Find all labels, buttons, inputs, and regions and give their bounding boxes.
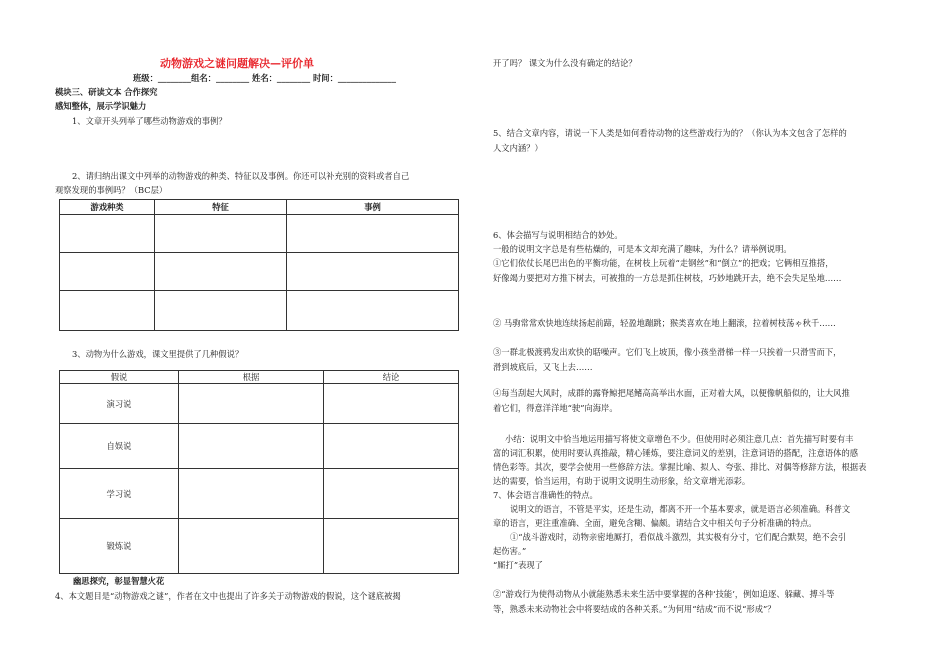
question-7-example1-line1: ①“战斗游戏时，动物亲密地厮打，看似战斗激烈，其实极有分寸，它们配合默契，绝不会引 (510, 532, 847, 542)
summary-line4: 达的需要，恰当运用，有助于说明文说明生动形象，给文章增光添彩。 (493, 476, 751, 486)
page-title: 动物游戏之谜问题解决—评价单 (160, 57, 314, 70)
summary-line1: 小结：说明文中恰当地运用描写将使文章增色不少。但使用时必须注意几点：首先描写时要有丰 (505, 434, 854, 444)
summary-line3: 情色彩等。其次，要学会使用一些修辞方法。掌握比喻、拟人、夸张、排比、对偶等修辞方法，根据表 (493, 462, 867, 472)
example-1-line2: 好像竭力要把对方推下树去，可被推的一方总是抓住树枝，巧妙地跳开去，绝不会失足坠地…… (493, 273, 842, 283)
question-7-title: 7、体会语言准确性的特点。 (493, 490, 598, 500)
hypothesis-label: 学习说 (60, 469, 179, 519)
example-4-line2: 着它们，得意洋洋地“驶”向海岸。 (493, 403, 618, 413)
example-2: ② 马驹常常欢快地连续扬起前蹄，轻盈地蹦跳；猴类喜欢在地上翻滚，拉着树枝荡ゃ秋千…… (493, 318, 836, 328)
table-row (60, 424, 459, 469)
question-4: 4、本文题目是“动物游戏之谜”，作者在文中也提出了许多关于动物游戏的假说，这个谜底被揭 (55, 591, 401, 601)
table-row (60, 215, 459, 253)
class-info-line: 班级：________组名：________ 姓名：________ 时间：______________ (133, 73, 396, 83)
table2-header-basis: 根据 (179, 371, 324, 384)
question-1: 1、文章开头列举了哪些动物游戏的事例？ (72, 116, 227, 126)
question-2-line2: 观察发现的事例吗？（BC层） (55, 185, 168, 195)
hypothesis-table (59, 370, 459, 574)
question-3: 3、动物为什么游戏，课文里提供了几种假说？ (72, 349, 244, 359)
question-7-line1: 说明文的语言，不管是平实，还是生动，都离不开一个基本要求，就是语言必须准确。科普文 (510, 504, 851, 514)
hypothesis-label: 自娱说 (60, 424, 179, 469)
table1-header-example: 事例 (287, 200, 459, 215)
example-3-line2: 滑到坡底后，又飞上去…… (493, 362, 593, 372)
section-heading-2: 幽思探究，彰显智慧火花 (73, 576, 165, 586)
question-4-continued: 开了吗？ 课文为什么没有确定的结论？ (493, 58, 637, 68)
question-7-example1-line2: 起伤害。” (493, 546, 527, 556)
table-row (60, 469, 459, 519)
hypothesis-label: 锻炼说 (60, 519, 179, 574)
question-7-example1-line3: “厮打”表现了 (493, 560, 543, 570)
example-4-line1: ④每当刮起大风时，成群的露脊鲸把尾鳍高高举出水面，正对着大风，以便像帆船似的，让大风推 (493, 388, 850, 398)
question-7-example2-line1: ②“游戏行为使得动物从小就能熟悉未来生活中要掌握的各种‘技能’，例如追逐、躲藏、搏斗等 (493, 589, 835, 599)
table-row (60, 519, 459, 574)
summary-line2: 富的词汇积累，使用时要认真推敲，精心锤炼，要注意词义的差别，注意词语的搭配，注意语体的感 (493, 448, 859, 458)
table1-header-feature: 特征 (155, 200, 287, 215)
question-6-intro: 一般的说明文字总是有些枯燥的，可是本文却充满了趣味，为什么？请举例说明。 (493, 244, 792, 254)
table-row (60, 291, 459, 331)
question-6-title: 6、体会描写与说明相结合的妙处。 (493, 230, 623, 240)
question-7-line2: 章的语言，更注重准确、全面，避免含糊、偏颇。请结合文中相关句子分析准确的特点。 (493, 518, 817, 528)
section-heading-1: 感知整体，展示学识魅力 (55, 101, 147, 111)
example-1-line1: ①它们依仗长尾巴出色的平衡功能，在树枝上玩着“走钢丝”和“倒立”的把戏；它俩相互推搭， (493, 258, 834, 268)
hypothesis-label: 演习说 (60, 384, 179, 424)
table-row (60, 253, 459, 291)
table-row (60, 384, 459, 424)
table1-header-type: 游戏种类 (60, 200, 155, 215)
example-3-line1: ③一群北极渡鸦发出欢快的聒噪声。它们飞上坡顶，像小孩坐滑梯一样一只挨着一只滑雪而下， (493, 347, 842, 357)
question-2-line1: 2、请归纳出课文中列举的动物游戏的种类、特征以及事例。你还可以补充别的资料或者自己 (72, 171, 410, 181)
question-5-line2: 人文内涵？） (493, 143, 543, 153)
question-5-line1: 5、结合文章内容，请说一下人类是如何看待动物的这些游戏行为的？（你认为本文包含了怎样的 (493, 128, 847, 138)
game-types-table (59, 199, 459, 331)
table2-header-conclusion: 结论 (324, 371, 459, 384)
table2-header-hypothesis: 假说 (60, 371, 179, 384)
question-7-example2-line2: 等，熟悉未来动物社会中将要结成的各种关系。”为何用“结成”而不说“形成”？ (493, 604, 776, 614)
module-heading: 模块三、研读文本 合作探究 (55, 87, 158, 97)
